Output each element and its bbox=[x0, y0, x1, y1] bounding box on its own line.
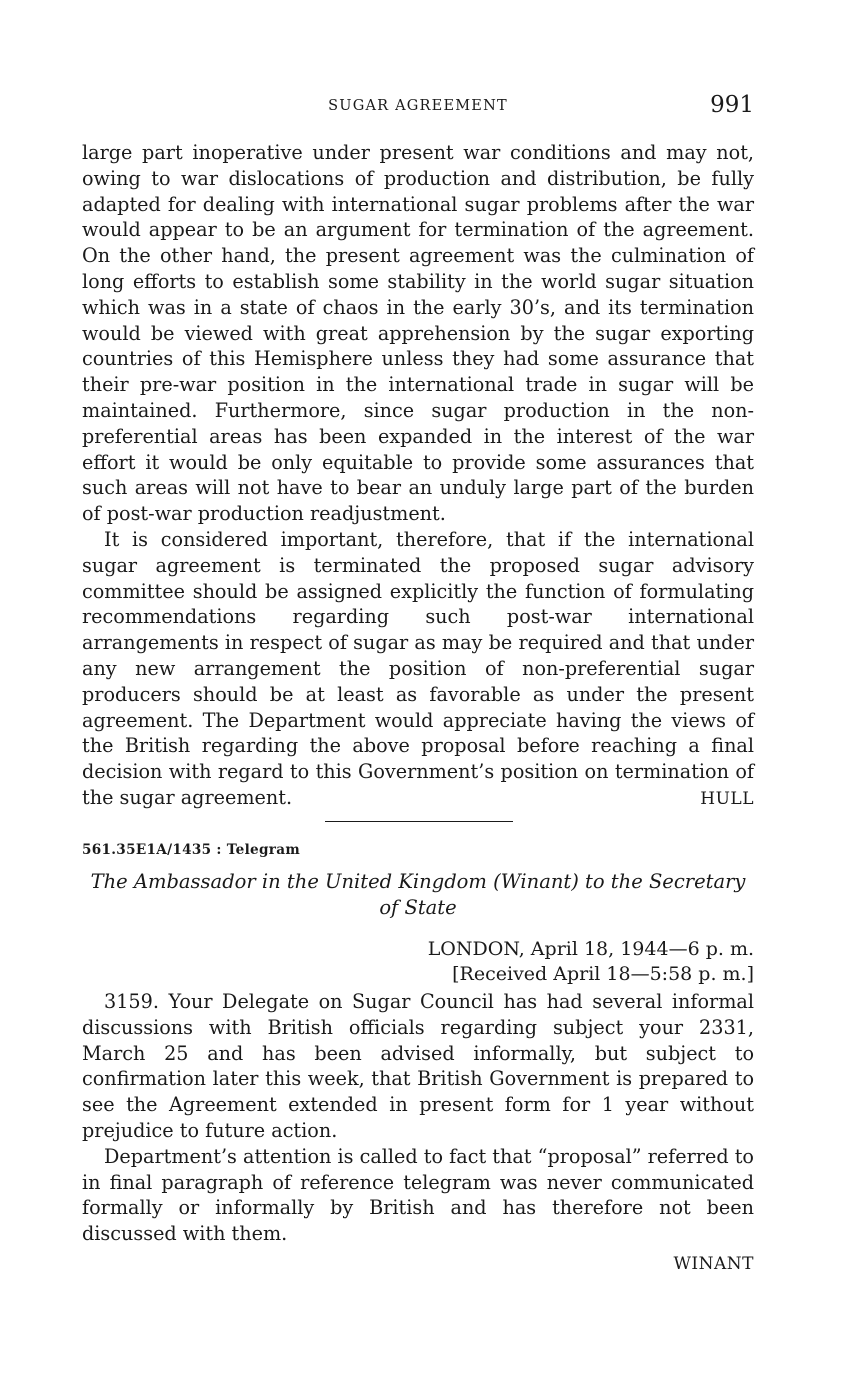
page-header bbox=[82, 92, 754, 124]
section-divider bbox=[325, 821, 513, 822]
document-1-signature: HULL bbox=[700, 789, 754, 809]
document-1-paragraph-continued: large part inoperative under present war conditions and may not, owing to war dislocations of production and distribution, be fully adapted for dealing with international sugar problems after the war would appear to be an argument for termination of the agreement. On the other hand, the present agreement was the culmination of long efforts to establish some stability in the world sugar situation which was in a state of chaos in the early 30’s, and its termination would be viewed with great apprehension by the sugar exporting countries of this Hemisphere unless they had some assurance that their pre-war position in the international trade in sugar will be maintained. Furthermore, since sugar production in the non-preferential areas has been expanded in the interest of the war effort it would be only equitable to provide some assurances that such areas will not have to bear an unduly large part of the burden of post-war production readjustment. bbox=[82, 141, 754, 526]
document-2-title: The Ambassador in the United Kingdom (Winant) to the Secretary of State bbox=[90, 870, 746, 919]
running-title: SUGAR AGREEMENT bbox=[328, 98, 508, 114]
received-line: [Received April 18—5:58 p. m.] bbox=[452, 963, 754, 985]
document-2-paragraph: 3159. Your Delegate on Sugar Council has had several informal discussions with British officials regarding subject your 2331, March 25 and has been advised informally, but subject to confirmation later this week, that British Government is prepared to see the Agreement extended in present form for 1 year without prejudice to future action. bbox=[82, 990, 754, 1142]
document-1-paragraph: It is considered important, therefore, that if the international sugar agreement is terminated the proposed sugar advisory committee should be assigned explicitly the function of formulating recommendations regarding such post-war international arrangements in respect of sugar as may be required and that under any new arrangement the position of non-preferential sugar producers should be at least as favorable as under the present agreement. The Department would appreciate having the views of the British regarding the above proposal before reaching a final decision with regard to this Government’s position on termination of the sugar agreement. bbox=[82, 527, 754, 809]
file-reference: 561.35E1A/1435 : Telegram bbox=[82, 842, 301, 858]
document-2-paragraph: Department’s attention is called to fact that “proposal” referred to in final paragraph of reference telegram was never communicated formally or informally by British and has therefore not been discussed with them. bbox=[82, 1144, 754, 1246]
page-number: 991 bbox=[710, 92, 754, 118]
document-2-signature: WINANT bbox=[673, 1254, 754, 1274]
document-2-body bbox=[82, 989, 754, 1247]
document-1-body bbox=[82, 140, 754, 811]
dateline: LONDON, April 18, 1944—6 p. m. bbox=[427, 938, 754, 960]
